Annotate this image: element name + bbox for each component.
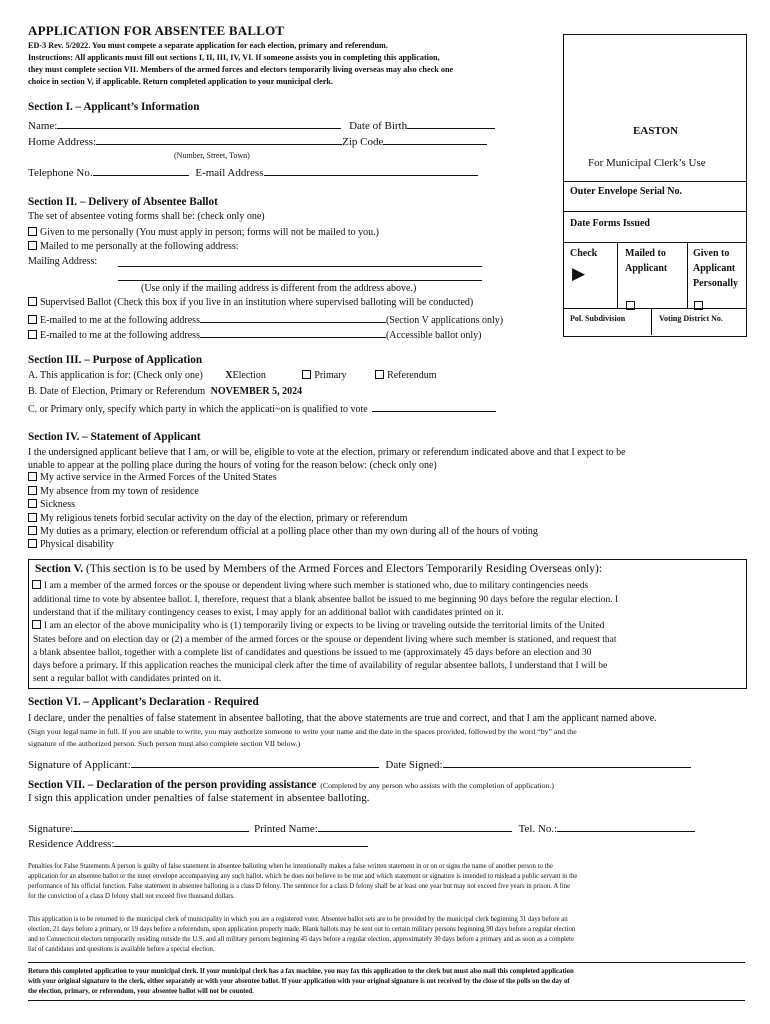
instructions-line-3: choice in section V, if applicable. Return completed application to your municipal clerk. <box>28 77 333 86</box>
mailed-checkbox[interactable] <box>626 297 638 315</box>
penalties-line-2: application for an absentee ballot or the inner envelope accompanying any such ballot, which he does not believe to be true and which statement or signature is intended to mislead a public servant in the <box>28 873 578 880</box>
option-label: Mailed to me personally at the following address: <box>40 241 239 252</box>
statement-intro-1: I the undersigned applicant believe that I am, or will be, eligible to vote at the election, primary or referendum indicated above and that I expect to be <box>28 447 626 458</box>
applicant-signature-field[interactable] <box>131 757 379 768</box>
election-checkmark: X <box>225 370 233 381</box>
given-personally-label: Personally <box>693 278 738 289</box>
option-note: (Section V applications only) <box>385 315 504 326</box>
pol-subdivision-label: Pol. Subdivision <box>570 314 626 323</box>
purpose-row <box>28 370 437 381</box>
section-7-heading-text: Section VII. – Declaration of the person providing assistance <box>28 779 317 791</box>
return-instructions-line-2: with your original signature to the clerk, either separately or with your absentee ballot. If your application with your original signature is not received by the close of the polls on the day of <box>28 978 570 985</box>
return-line-3: and to Connecticut electors temporarily residing outside the U.S. and all military persons beginning 45 days before a regular election, approximately 30 days before a primary and as soon as a complete <box>28 936 574 943</box>
return-instructions-line-3: the election, primary, or referendum, your absentee ballot will not be counted. <box>28 988 254 995</box>
mailing-address-hint: (Use only if the mailing address is different from the address above.) <box>141 283 417 294</box>
section-7-note: (Completed by any person who assists with the completion of application.) <box>320 781 554 790</box>
purpose-b-label: B. Date of Election, Primary or Referendum <box>28 386 206 397</box>
section-5-option-2-line-4: days before a primary. If this application reaches the municipal clerk after the time of availability of regular absentee ballots, I understand that I will be <box>33 661 608 671</box>
date-signed-field[interactable] <box>443 757 691 768</box>
section-5-option-2-line-2: States before and on election day or (2) a member of the armed forces or the spouse or dependent living where such member is stationed, and request that <box>33 635 617 645</box>
assistant-signature-field[interactable] <box>73 821 249 832</box>
section-7-heading <box>28 775 554 793</box>
given-applicant-label: Applicant <box>693 263 736 274</box>
assistant-signature-row <box>28 821 695 835</box>
purpose-c-label: C. or Primary only, specify which party in which the applicati~on is qualified to vote <box>28 404 368 415</box>
given-checkbox[interactable] <box>694 297 706 315</box>
mailing-address-field-1[interactable] <box>118 266 482 267</box>
date-forms-issued-label: Date Forms Issued <box>570 218 650 229</box>
date-signed-label: Date Signed: <box>385 759 443 771</box>
checkbox[interactable] <box>28 315 37 324</box>
home-address-field[interactable] <box>96 134 342 145</box>
email-section5-field[interactable] <box>200 312 386 323</box>
reason-religious[interactable] <box>28 513 407 524</box>
declaration-text: I declare, under the penalties of false statement in absentee balloting, that the above statements are true and correct, and that I am the applicant named above. <box>28 713 657 724</box>
delivery-option-email-accessible[interactable] <box>28 327 482 341</box>
declaration-note-2: signature of the authorized person. Such person must also complete section VII below.) <box>28 739 301 748</box>
option-text: I am a member of the armed forces or the spouse or dependent living where such member is stationed who, due to military contingencies needs <box>44 581 589 591</box>
reason-label: My absence from my town of residence <box>40 486 199 497</box>
penalties-line-1: Penalties for False Statements A person is guilty of false statement in absentee balloting when he intentionally makes a false written statement in or on or signs the name of another person to the <box>28 863 553 870</box>
election-label: Election <box>232 370 266 381</box>
return-instructions-line-1: Return this completed application to your municipal clerk. If your municipal clerk has a fax machine, you may fax this application to the clerk but must also mail this completed application <box>28 968 574 975</box>
reason-absence[interactable] <box>28 486 199 497</box>
section-5-heading <box>35 563 602 575</box>
name-label: Name: <box>28 120 58 132</box>
given-to-label: Given to <box>693 248 730 259</box>
checkbox[interactable] <box>28 227 37 236</box>
voting-district-label: Voting District No. <box>659 314 723 323</box>
election-option[interactable] <box>225 370 266 381</box>
mailing-address-label: Mailing Address: <box>28 256 98 267</box>
home-address-label: Home Address: <box>28 136 97 148</box>
return-line-2: election, 21 days before a primary, or 19 days before a referendum, upon application properly made. Blank ballots may be sent out to certain military persons beginning 90 days before a regular election <box>28 926 576 933</box>
delivery-intro: The set of absentee voting forms shall be: (check only one) <box>28 211 265 222</box>
section-2-heading: Section II. – Delivery of Absentee Ballot <box>28 196 218 208</box>
address-row <box>28 134 487 148</box>
checkbox[interactable] <box>28 241 37 250</box>
option-label: E-mailed to me at the following address <box>40 330 200 341</box>
option-note: (Accessible ballot only) <box>385 330 482 341</box>
printed-name-field[interactable] <box>318 821 512 832</box>
section-5-option-1-line-2: additional time to vote by absentee ballot. I, therefore, request that a blank absentee ballot be issued to me beginning 90 days before the regular election. I <box>33 595 619 605</box>
reason-official-duties[interactable] <box>28 526 538 537</box>
reason-disability[interactable] <box>28 539 114 550</box>
checkbox[interactable] <box>28 297 37 306</box>
reason-label: My active service in the Armed Forces of the United States <box>40 472 277 483</box>
telephone-field[interactable] <box>93 165 189 176</box>
option-label: Given to me personally (You must apply in person; forms will not be mailed to you.) <box>40 227 379 238</box>
zip-label: Zip Code <box>342 136 384 148</box>
arrow-right-icon: ▶ <box>572 264 586 283</box>
referendum-option[interactable] <box>375 370 436 381</box>
name-field[interactable] <box>57 118 341 129</box>
applicant-signature-label: Signature of Applicant: <box>28 759 131 771</box>
check-label: Check <box>570 248 598 259</box>
delivery-option-mailed[interactable] <box>28 241 239 252</box>
clerk-town: EASTON <box>633 125 679 137</box>
checkbox[interactable] <box>28 330 37 339</box>
phone-row <box>28 165 478 179</box>
residence-address-field[interactable] <box>114 836 368 847</box>
section-5-option-2[interactable] <box>32 621 604 631</box>
telephone-label: Telephone No. <box>28 167 93 179</box>
zip-field[interactable] <box>383 134 487 145</box>
assistant-signature-label: Signature: <box>28 823 74 835</box>
address-hint: (Number, Street, Town) <box>174 151 250 160</box>
primary-label: Primary <box>314 370 347 381</box>
email-field[interactable] <box>264 165 478 176</box>
clerk-use-label: For Municipal Clerk’s Use <box>588 157 706 169</box>
option-label: E-mailed to me at the following address <box>40 315 200 326</box>
mailed-to-label: Mailed to <box>625 248 666 259</box>
form-title: APPLICATION FOR ABSENTEE BALLOT <box>28 23 285 38</box>
statement-intro-2: unable to appear at the polling place during the hours of voting for the reason below: (check only one) <box>28 460 437 471</box>
section-5-option-2-line-5: sent a regular ballot with candidates printed on it. <box>33 674 222 684</box>
residence-address-row <box>28 836 368 850</box>
party-field[interactable] <box>372 401 496 412</box>
reason-label: Sickness <box>40 499 75 510</box>
email-accessible-field[interactable] <box>200 327 386 338</box>
section-1-heading: Section I. – Applicant’s Information <box>28 101 200 113</box>
delivery-option-given[interactable] <box>28 227 379 238</box>
reason-armed-forces[interactable] <box>28 472 277 483</box>
option-label: Supervised Ballot (Check this box if you live in an institution where supervised balloting will be conducted) <box>40 297 474 308</box>
dob-label: Date of Birth <box>349 120 408 132</box>
penalties-line-3: performance of his official function. False statement in absentee balloting is a class D felony. The sentence for a class D felony shall be at least one year but may not exceed five years in prison. A fine <box>28 883 571 890</box>
section-3-heading: Section III. – Purpose of Application <box>28 354 203 366</box>
section-5-option-1-line-3: understand that if the military contingency ceases to exist, I may apply for an additional ballot with candidates printed on it. <box>33 608 504 618</box>
purpose-b-row <box>28 386 302 397</box>
reason-label: My religious tenets forbid secular activity on the day of the election, primary or referendum <box>40 513 408 524</box>
tel-no-field[interactable] <box>557 821 695 832</box>
section-6-heading: Section VI. – Applicant’s Declaration - Required <box>28 696 259 708</box>
primary-option[interactable] <box>302 370 346 381</box>
reason-label: Physical disability <box>40 539 114 550</box>
assistant-sign-text: I sign this application under penalties of false statement in absentee balloting. <box>28 792 370 804</box>
instructions-line-1: Instructions: All applicants must fill out sections I, II, III, IV, VI. If someone assists you in completing this application, <box>28 53 440 62</box>
delivery-option-email-section5[interactable] <box>28 312 503 326</box>
declaration-note-1: (Sign your legal name in full. If you are unable to write, you may authorize someone to write your name and the date in the spaces provided, followed by the word “by” and the <box>28 727 577 736</box>
mailed-applicant-label: Applicant <box>625 263 668 274</box>
printed-name-label: Printed Name: <box>253 823 318 835</box>
section-5-heading-bold: Section V. <box>35 563 84 575</box>
section-5-option-1[interactable] <box>32 581 588 591</box>
serial-number-label: Outer Envelope Serial No. <box>570 186 683 197</box>
reason-sickness[interactable] <box>28 499 75 510</box>
return-line-1: This application is to be returned to the municipal clerk of municipality in which you are a registered voter. Absentee ballot sets are to be provided by the municipal clerk beginning 31 days before an <box>28 916 568 923</box>
mailing-address-field-2[interactable] <box>118 280 482 281</box>
purpose-c-row <box>28 401 496 415</box>
option-text: I am an elector of the above municipality who is (1) temporarily living or expects to be living or traveling outside the territorial limits of the United <box>44 621 605 631</box>
section-5-heading-text: (This section is to be used by Members of the Armed Forces and Electors Temporarily Residing Overseas only): <box>86 563 603 575</box>
section-5-option-2-line-3: a blank absentee ballot, together with a complete list of candidates and questions be issued to me (approximately 45 days before an election and 30 <box>33 648 592 658</box>
section-4-heading: Section IV. – Statement of Applicant <box>28 431 201 443</box>
email-label: E-mail Address <box>195 167 264 179</box>
penalties-line-4: for the conviction of a class D felony shall not exceed five thousand dollars. <box>28 893 235 900</box>
purpose-a-label: A. This application is for: (Check only one) <box>28 370 203 381</box>
election-date-value[interactable]: NOVEMBER 5, 2024 <box>210 386 303 397</box>
return-line-4: list of candidates and questions is available before a special election. <box>28 946 215 953</box>
dob-field[interactable] <box>407 118 495 129</box>
delivery-option-supervised[interactable] <box>28 297 473 308</box>
form-revision-line: ED-3 Rev. 5/2022. You must compete a separate application for each election, primary and referendum. <box>28 41 388 50</box>
instructions-line-2: they must complete section VII. Members of the armed forces and electors temporarily living overseas may also check one <box>28 65 454 74</box>
applicant-signature-row <box>28 757 691 771</box>
tel-no-label: Tel. No.: <box>518 823 558 835</box>
name-row <box>28 118 495 132</box>
reason-label: My duties as a primary, election or referendum official at a polling place other than my own during all of the hours of voting <box>40 526 538 537</box>
referendum-label: Referendum <box>387 370 437 381</box>
residence-address-label: Residence Address: <box>28 838 115 850</box>
